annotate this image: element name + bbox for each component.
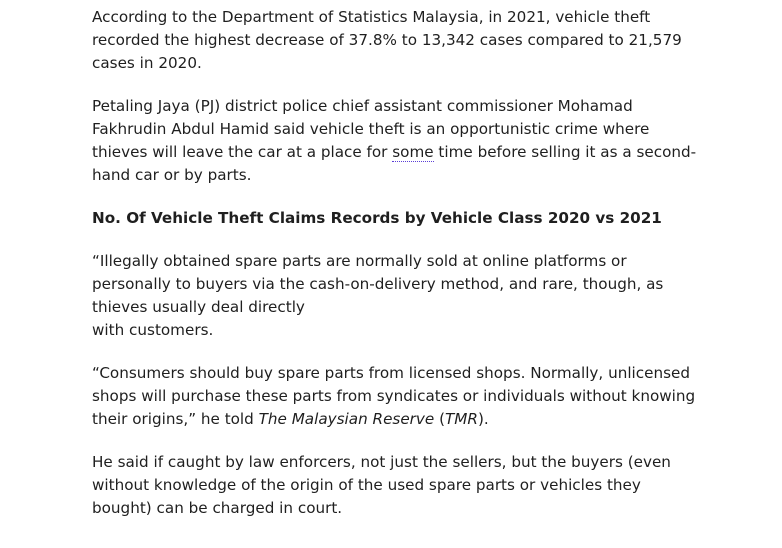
section-heading: No. Of Vehicle Theft Claims Records by Vehicle Class 2020 vs 2021 <box>92 209 662 227</box>
paragraph-consumers <box>92 362 702 431</box>
publication-name: The Malaysian Reserve <box>258 410 435 428</box>
paragraph-text: Petaling Jaya (PJ) district police chief assistant commissioner Mohamad Fakhrudin Abdul Hamid said vehicle theft is an opportunistic crime where thieves will leave the car at a place for <box>92 97 650 161</box>
paragraph-text: ). <box>477 410 489 428</box>
publication-abbreviation: TMR <box>445 410 478 428</box>
paragraph-text: ( <box>434 410 446 428</box>
paragraph-text: with customers. <box>92 321 214 339</box>
paragraph-law-enforcers: He said if caught by law enforcers, not just the sellers, but the buyers (even without knowledge of the origin of the used spare parts or vehicles they bought) can be charged in court. <box>92 453 671 517</box>
paragraph-statistics: According to the Department of Statistics Malaysia, in 2021, vehicle theft recorded the highest decrease of 37.8% to 13,342 cases compared to 21,579 cases in 2020. <box>92 8 682 72</box>
paragraph-spare-parts <box>92 250 702 342</box>
paragraph-text: “Consumers should buy spare parts from licensed shops. Normally, unlicensed shops will purchase these parts from syndicates or individuals without knowing their origins,” he told <box>92 364 696 428</box>
paragraph-text: “Illegally obtained spare parts are normally sold at online platforms or personally to buyers via the cash-on-delivery method, and rare, though, as thieves usually deal directly <box>92 252 664 316</box>
article-body <box>92 6 702 540</box>
paragraph-text: time before selling it as a second-hand car or by parts. <box>92 143 697 184</box>
paragraph-police-chief <box>92 95 702 187</box>
some-definition-link[interactable]: some <box>392 143 434 161</box>
